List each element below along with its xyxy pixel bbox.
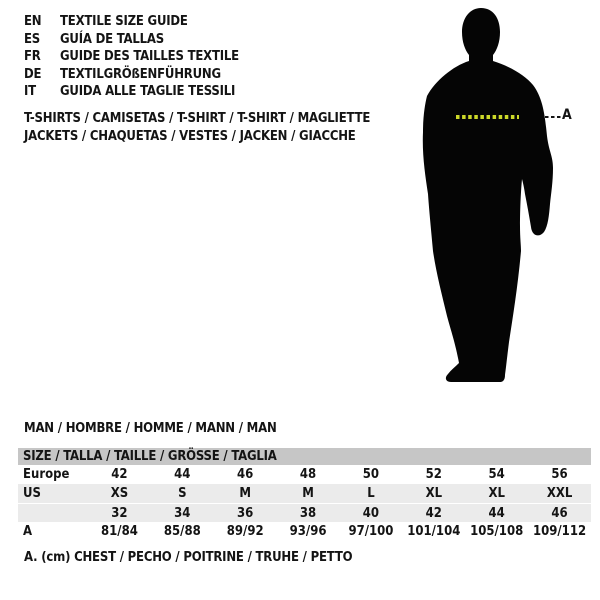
- size-table: [18, 448, 591, 541]
- language-row-en: [24, 13, 239, 31]
- category-jackets: JACKETS / CHAQUETAS / VESTES / JACKEN / GIACCHE: [24, 129, 356, 144]
- footnote-chest: A. (cm) CHEST / PECHO / POITRINE / TRUHE / PETTO: [24, 550, 353, 565]
- table-cell: 50: [362, 467, 380, 482]
- table-cell: 48: [299, 467, 317, 482]
- table-cell: 81/84: [101, 524, 138, 539]
- category-lines: [24, 110, 370, 146]
- table-cell: XXL: [546, 486, 573, 501]
- table-cell: 32: [111, 505, 128, 521]
- man-silhouette: [405, 4, 580, 394]
- table-cell: 56: [551, 467, 568, 482]
- language-label: GUIDE DES TAILLES TEXTILE: [60, 49, 239, 64]
- table-cell: 46: [551, 505, 568, 521]
- row-label: Europe: [23, 467, 70, 482]
- measure-label-a: A: [562, 107, 572, 123]
- table-row-europe: [18, 465, 591, 484]
- table-cell: 105/108: [470, 524, 524, 539]
- table-cell: S: [178, 486, 187, 501]
- language-code: IT: [24, 84, 36, 99]
- table-cell: 109/112: [533, 524, 587, 539]
- table-row-chest-a: [18, 522, 591, 541]
- table-cell: 89/92: [226, 524, 264, 539]
- language-code: ES: [24, 31, 41, 47]
- table-cell: 42: [111, 467, 128, 482]
- language-list: [24, 13, 239, 101]
- section-title-man: MAN / HOMBRE / HOMME / MANN / MAN: [24, 421, 277, 436]
- language-code: EN: [24, 14, 42, 29]
- table-cell: 44: [488, 505, 505, 521]
- table-row-us: [18, 484, 591, 503]
- table-cell: 97/100: [348, 524, 394, 539]
- language-row-it: [24, 83, 239, 101]
- table-cell: 42: [425, 505, 442, 521]
- table-cell: XS: [110, 486, 129, 501]
- language-label: GUÍA DE TALLAS: [60, 31, 164, 47]
- table-cell: M: [239, 486, 252, 501]
- table-cell: 85/88: [163, 524, 201, 539]
- language-label: TEXTILGRÖßENFÜHRUNG: [60, 66, 221, 82]
- table-cell: XL: [488, 486, 505, 501]
- table-cell: 101/104: [407, 524, 461, 539]
- language-code: FR: [24, 49, 41, 64]
- table-row-numeric: [18, 503, 591, 522]
- table-cell: 36: [237, 505, 254, 521]
- language-label: GUIDA ALLE TAGLIE TESSILI: [60, 84, 236, 99]
- table-cell: XL: [425, 486, 443, 501]
- table-cell: 40: [362, 505, 380, 521]
- language-label: TEXTILE SIZE GUIDE: [60, 14, 188, 29]
- table-cell: 46: [237, 467, 254, 482]
- language-row-de: [24, 66, 239, 84]
- language-row-fr: [24, 48, 239, 66]
- language-code: DE: [24, 66, 42, 82]
- table-cell: M: [302, 486, 314, 501]
- language-row-es: [24, 31, 239, 49]
- category-tshirts: T-SHIRTS / CAMISETAS / T-SHIRT / T-SHIRT / MAGLIETTE: [24, 111, 371, 126]
- size-table-header: SIZE / TALLA / TAILLE / GRÖSSE / TAGLIA: [18, 448, 591, 465]
- table-cell: 52: [425, 467, 442, 482]
- man-silhouette-shape: [423, 8, 553, 382]
- row-label: US: [23, 486, 41, 501]
- table-cell: 44: [174, 467, 191, 482]
- table-cell: 38: [299, 505, 317, 521]
- row-label: A: [23, 524, 33, 539]
- table-cell: 54: [488, 467, 505, 482]
- table-cell: L: [367, 486, 375, 501]
- table-cell: 34: [174, 505, 191, 521]
- table-cell: 93/96: [289, 524, 327, 539]
